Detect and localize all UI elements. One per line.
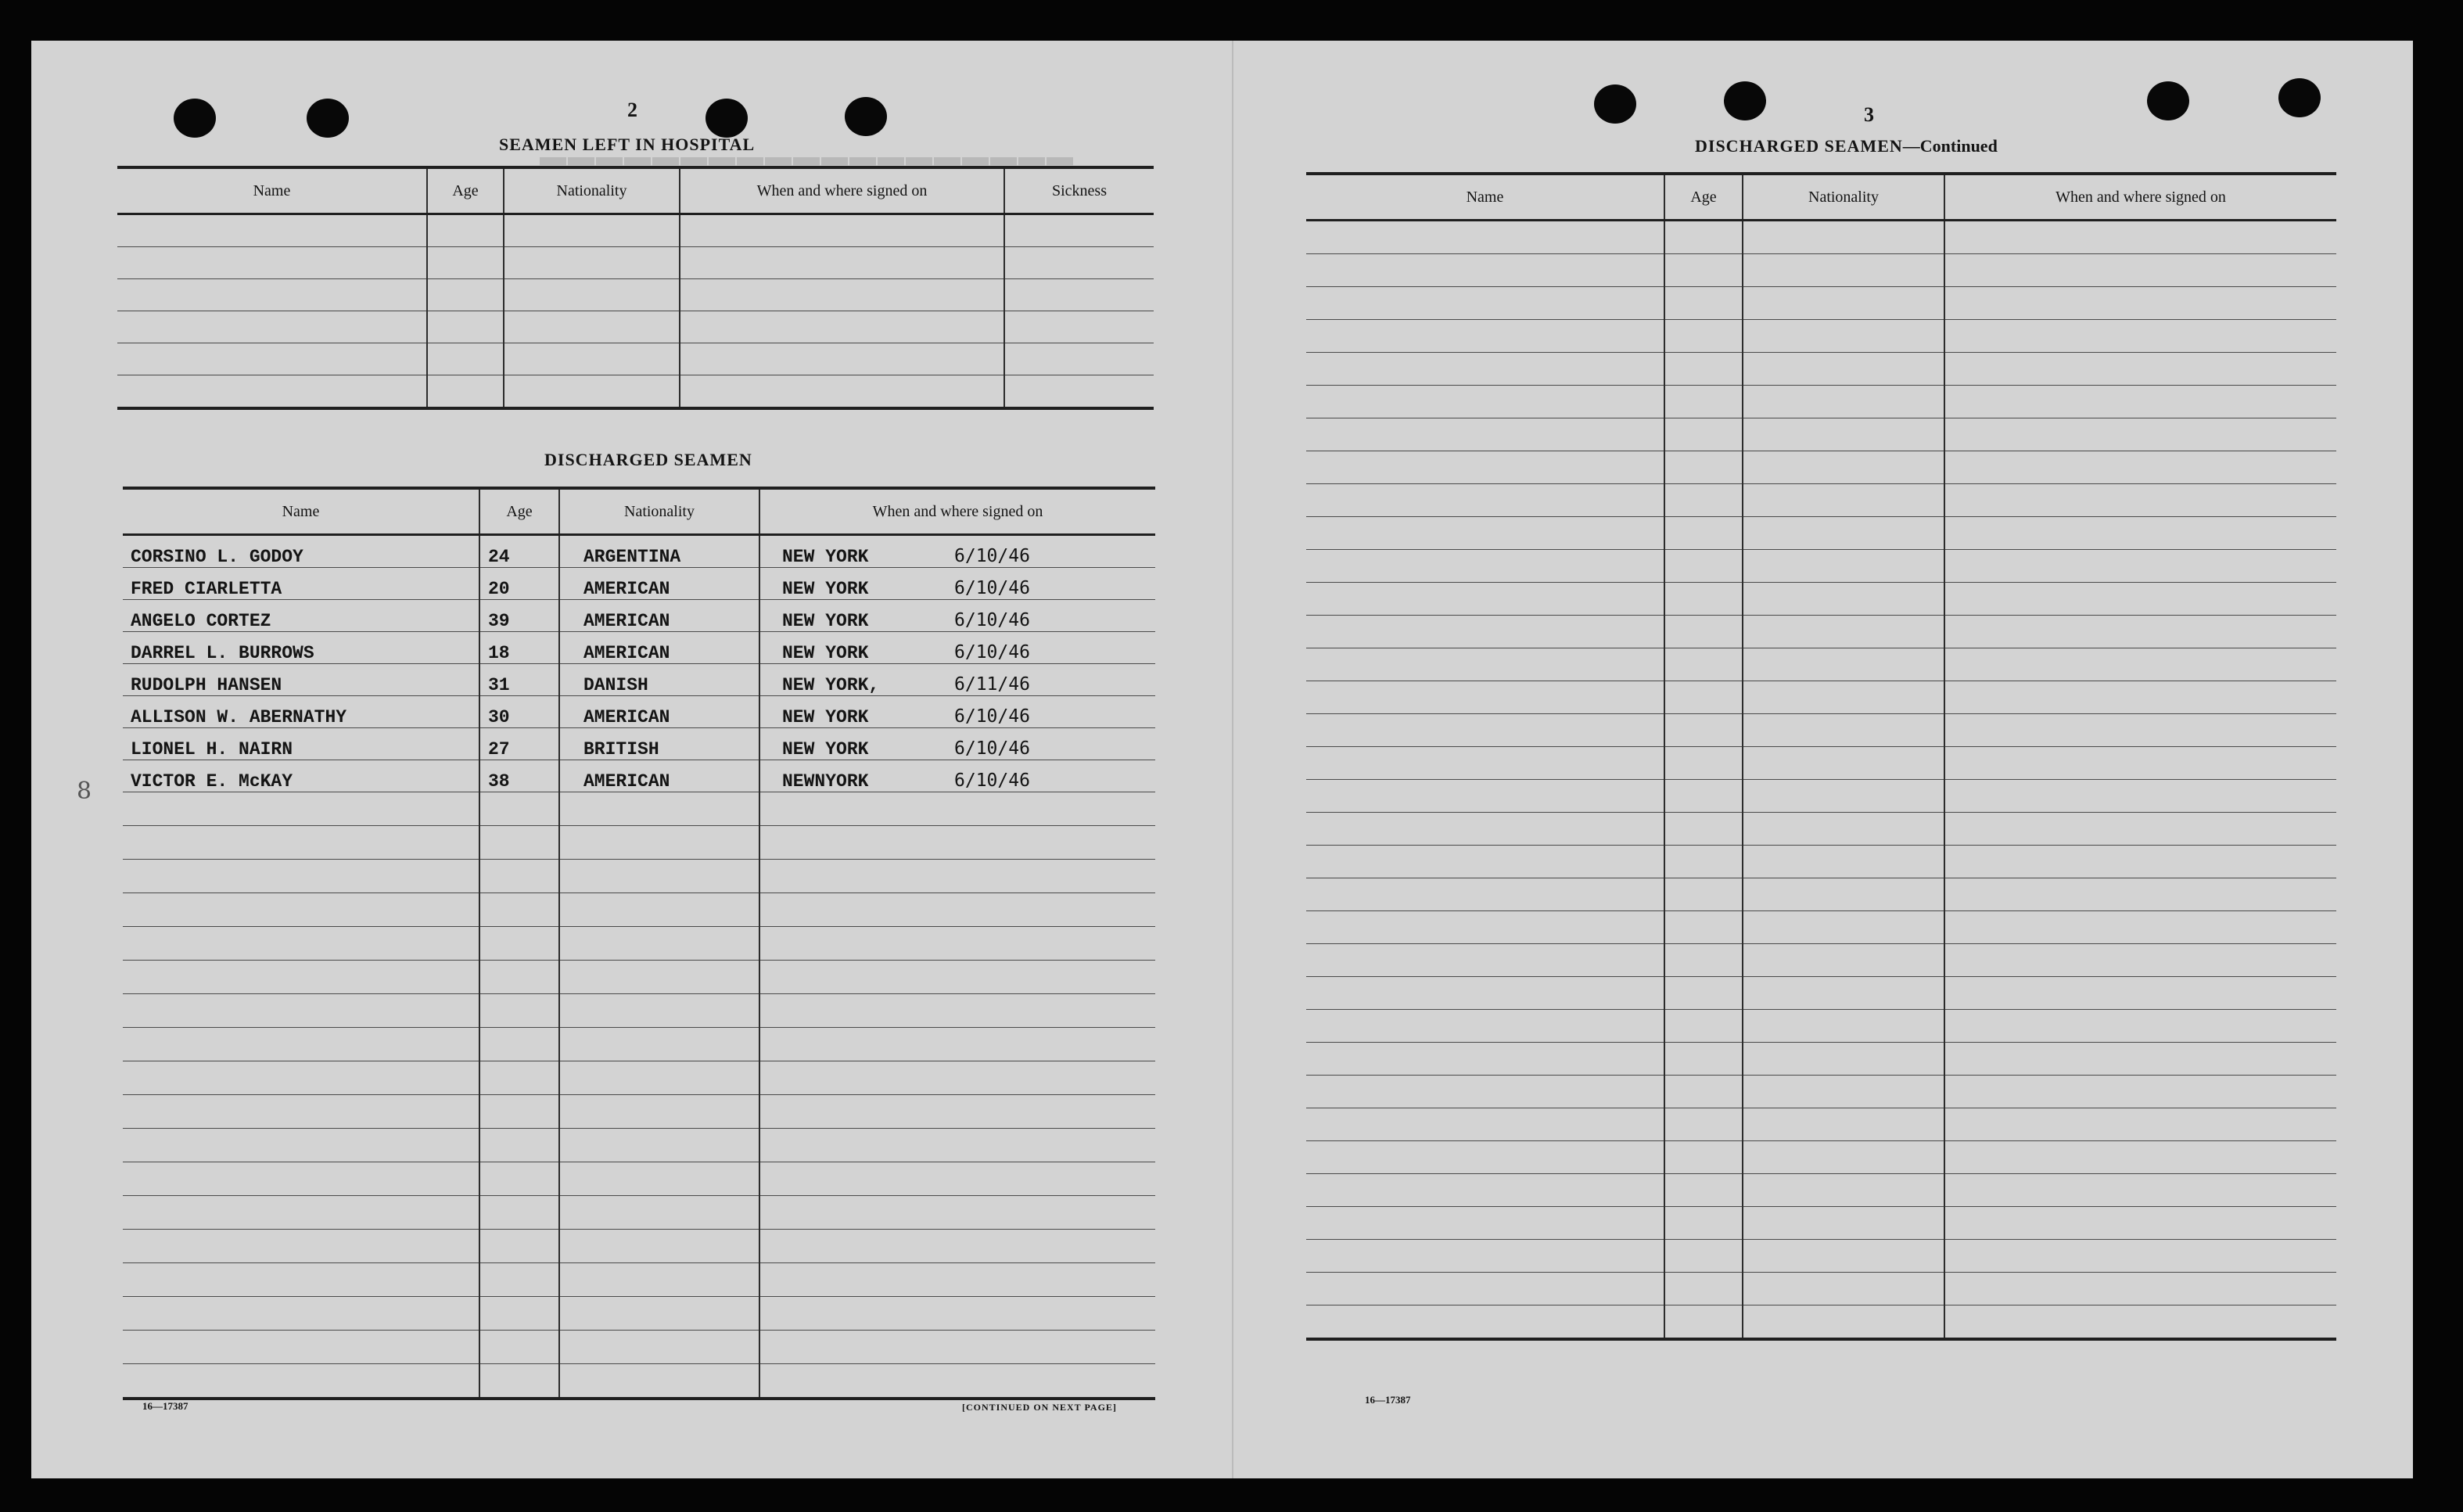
- table-row: [123, 1364, 1155, 1399]
- blank-rows: [123, 792, 1155, 1399]
- punch-hole: [2278, 78, 2321, 117]
- table-row: [1306, 386, 2336, 418]
- table-row: [117, 214, 1154, 247]
- table-row: [1306, 878, 2336, 911]
- table-row: [123, 826, 1155, 860]
- table-row: [123, 1028, 1155, 1061]
- signed-on-place: NEW YORK: [782, 643, 869, 663]
- table-row: [1306, 517, 2336, 550]
- table-row: [1306, 353, 2336, 386]
- hospital-table: [117, 166, 1154, 410]
- form-number: 16—17387: [142, 1400, 188, 1412]
- seaman-name: ALLISON W. ABERNATHY: [123, 696, 479, 728]
- left-page: [31, 41, 1232, 1478]
- column-header-signed-on: When and where signed on: [680, 167, 1004, 214]
- punch-hole: [307, 99, 349, 138]
- table-row: [117, 279, 1154, 311]
- table-row: [1306, 254, 2336, 287]
- table-row: [1306, 583, 2336, 616]
- table-row: [1306, 747, 2336, 780]
- table-row: [1306, 714, 2336, 747]
- seaman-nationality: AMERICAN: [559, 568, 759, 600]
- seaman-name: FRED CIARLETTA: [123, 568, 479, 600]
- column-header-nationality: Nationality: [504, 167, 680, 214]
- table-row: [1306, 1240, 2336, 1273]
- column-header-signed-on: When and where signed on: [759, 488, 1155, 535]
- seaman-age: 38: [479, 760, 559, 792]
- table-row: [123, 860, 1155, 893]
- table-row: [123, 1162, 1155, 1196]
- table-row: [123, 568, 1155, 600]
- seaman-age: 39: [479, 600, 559, 632]
- signed-on-date: 6/10/46: [954, 610, 1030, 630]
- table-row: [1306, 484, 2336, 517]
- column-header-age: Age: [1664, 174, 1743, 221]
- seaman-age: 18: [479, 632, 559, 664]
- table-row: [123, 961, 1155, 994]
- seaman-nationality: AMERICAN: [559, 600, 759, 632]
- seaman-age: 24: [479, 535, 559, 568]
- seaman-name: CORSINO L. GODOY: [123, 535, 479, 568]
- table-row: [123, 1263, 1155, 1297]
- signed-on-place: NEW YORK: [782, 579, 869, 599]
- seaman-name: RUDOLPH HANSEN: [123, 664, 479, 696]
- signed-on-date: 6/10/46: [954, 642, 1030, 663]
- punch-hole: [845, 97, 887, 136]
- seaman-name: DARREL L. BURROWS: [123, 632, 479, 664]
- punch-hole: [1594, 84, 1636, 124]
- table-row: [1306, 1273, 2336, 1305]
- table-row: [123, 1095, 1155, 1129]
- table-row: [123, 1331, 1155, 1364]
- table-row: [117, 375, 1154, 409]
- seaman-age: 20: [479, 568, 559, 600]
- margin-pencil-mark: 8: [77, 778, 92, 805]
- signed-on-date: 6/10/46: [954, 706, 1030, 727]
- seaman-nationality: AMERICAN: [559, 760, 759, 792]
- document-spread: [31, 41, 2413, 1478]
- title-main: DISCHARGED SEAMEN: [1695, 136, 1903, 156]
- table-row: [1306, 1305, 2336, 1340]
- discharged-table: [123, 487, 1155, 1400]
- table-row: [123, 632, 1155, 664]
- table-row: [117, 247, 1154, 279]
- table-row: [1306, 1010, 2336, 1043]
- table-row: [1306, 1076, 2336, 1108]
- table-row: [1306, 418, 2336, 451]
- table-row: [1306, 1141, 2336, 1174]
- punch-hole: [174, 99, 216, 138]
- bleed-through-text: ▬▬▬▬▬▬▬▬▬▬▬▬▬▬▬▬▬▬▬: [540, 151, 1075, 181]
- table-row: [123, 728, 1155, 760]
- table-row: [1306, 550, 2336, 583]
- table-row: [123, 1230, 1155, 1263]
- table-row: [1306, 1174, 2336, 1207]
- table-row: [123, 1061, 1155, 1095]
- table-row: [1306, 780, 2336, 813]
- table-row: [1306, 648, 2336, 681]
- column-header-name: Name: [117, 167, 427, 214]
- seaman-name: VICTOR E. McKAY: [123, 760, 479, 792]
- table-row: [1306, 1207, 2336, 1240]
- column-header-name: Name: [1306, 174, 1664, 221]
- seaman-nationality: BRITISH: [559, 728, 759, 760]
- signed-on-place: NEWNYORK: [782, 771, 869, 792]
- seaman-age: 27: [479, 728, 559, 760]
- table-row: [123, 1297, 1155, 1331]
- signed-on-date: 6/10/46: [954, 738, 1030, 759]
- table-row: [1306, 813, 2336, 846]
- seaman-age: 31: [479, 664, 559, 696]
- form-number: 16—17387: [1365, 1394, 1411, 1406]
- table-row: [123, 664, 1155, 696]
- punch-hole: [2147, 81, 2189, 120]
- signed-on-date: 6/10/46: [954, 578, 1030, 598]
- table-row: [123, 760, 1155, 792]
- table-row: [117, 343, 1154, 375]
- punch-hole: [706, 99, 748, 138]
- discharged-continued-title: [1695, 136, 1998, 156]
- table-row: [123, 1129, 1155, 1162]
- column-header-sickness: Sickness: [1004, 167, 1154, 214]
- discharged-section-title: DISCHARGED SEAMEN: [544, 450, 752, 469]
- continued-note: [CONTINUED ON NEXT PAGE]: [962, 1402, 1117, 1413]
- blank-rows: [1306, 221, 2336, 1340]
- page-number: 3: [1864, 103, 1874, 126]
- table-row: [1306, 681, 2336, 714]
- page-number: 2: [627, 99, 637, 121]
- table-row: [123, 893, 1155, 927]
- seaman-nationality: AMERICAN: [559, 632, 759, 664]
- table-row: [1306, 944, 2336, 977]
- table-row: [123, 1196, 1155, 1230]
- table-row: [1306, 977, 2336, 1010]
- column-header-nationality: Nationality: [559, 488, 759, 535]
- table-row: [123, 696, 1155, 728]
- seaman-nationality: AMERICAN: [559, 696, 759, 728]
- table-row: [1306, 1108, 2336, 1141]
- column-header-nationality: Nationality: [1743, 174, 1944, 221]
- table-row: [1306, 846, 2336, 878]
- discharged-continued-table: [1306, 172, 2336, 1341]
- signed-on-place: NEW YORK: [782, 547, 869, 567]
- column-header-age: Age: [427, 167, 504, 214]
- table-row: [123, 600, 1155, 632]
- table-row: [1306, 287, 2336, 320]
- table-row: [1306, 1043, 2336, 1076]
- table-row: [1306, 320, 2336, 353]
- table-row: [1306, 451, 2336, 484]
- signed-on-date: 6/11/46: [954, 674, 1030, 695]
- table-row: [123, 792, 1155, 826]
- signed-on-date: 6/10/46: [954, 770, 1030, 791]
- table-row: [1306, 221, 2336, 254]
- table-row: [123, 927, 1155, 961]
- seaman-nationality: DANISH: [559, 664, 759, 696]
- column-header-name: Name: [123, 488, 479, 535]
- table-row: [123, 994, 1155, 1028]
- seaman-age: 30: [479, 696, 559, 728]
- signed-on-place: NEW YORK,: [782, 675, 880, 695]
- table-row: [123, 535, 1155, 568]
- seaman-name: LIONEL H. NAIRN: [123, 728, 479, 760]
- table-row: [1306, 616, 2336, 648]
- hospital-section-title: SEAMEN LEFT IN HOSPITAL: [499, 135, 756, 154]
- signed-on-place: NEW YORK: [782, 707, 869, 727]
- seaman-nationality: ARGENTINA: [559, 535, 759, 568]
- table-row: [117, 311, 1154, 343]
- title-continued: —Continued: [1902, 136, 1998, 156]
- signed-on-date: 6/10/46: [954, 546, 1030, 566]
- seaman-name: ANGELO CORTEZ: [123, 600, 479, 632]
- signed-on-place: NEW YORK: [782, 739, 869, 760]
- table-row: [1306, 911, 2336, 944]
- punch-hole: [1724, 81, 1766, 120]
- right-page: [1232, 41, 2415, 1478]
- column-header-signed-on: When and where signed on: [1944, 174, 2336, 221]
- column-header-age: Age: [479, 488, 559, 535]
- signed-on-place: NEW YORK: [782, 611, 869, 631]
